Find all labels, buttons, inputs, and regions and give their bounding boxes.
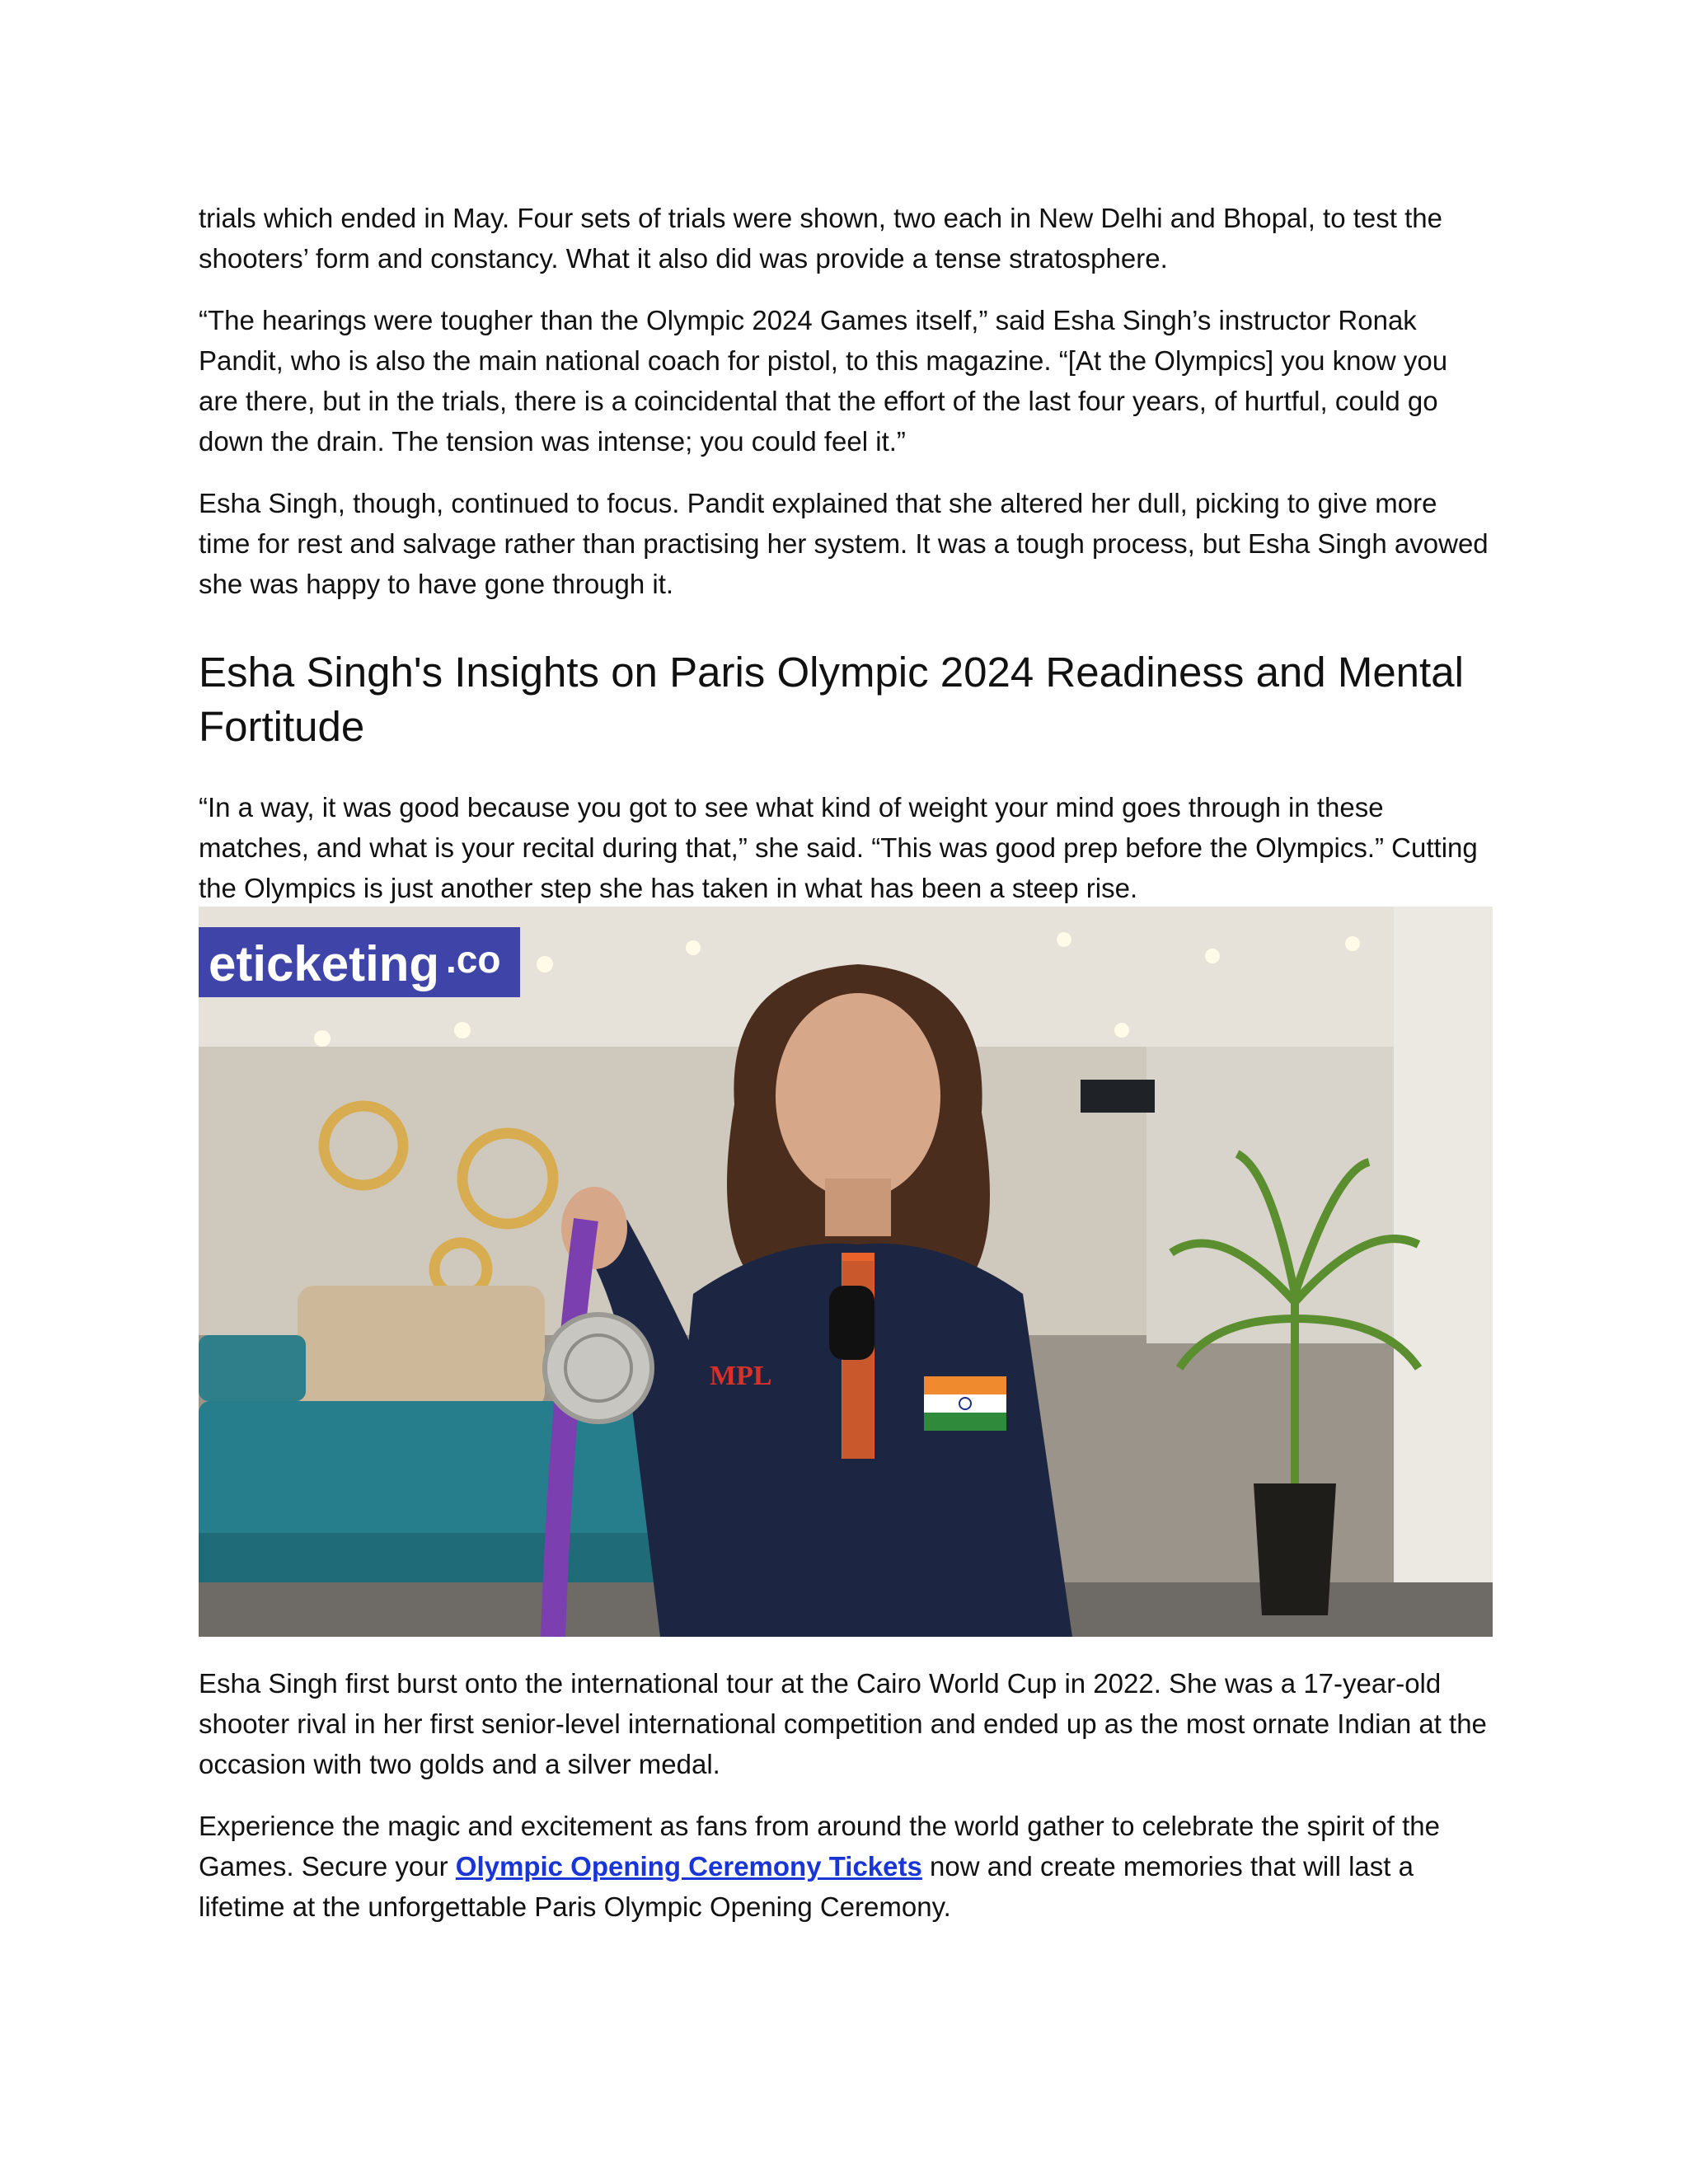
paragraph-cairo-world-cup: Esha Singh first burst onto the international tour at the Cairo World Cup in 2022. She was a 17-year-old shooter rival in her first senior-level international competition and ended up as the most ornate Indian at the occasion with two golds and a silver medal. (199, 1668, 1487, 1779)
lounge-sofa (298, 1286, 545, 1409)
promo-text-start: Experience the magic and excitement as fans from around the world gather to celebrate the spirit of the Games. Secure your (199, 1811, 1440, 1882)
opening-ceremony-tickets-link[interactable]: Olympic Opening Ceremony Tickets (455, 1851, 922, 1882)
eticketing-logo (199, 927, 520, 997)
person-face (776, 993, 940, 1199)
plant-pot (1254, 1483, 1336, 1615)
paragraph-focus: Esha Singh, though, continued to focus. Pandit explained that she altered her dull, picking to give more time for rest and salvage rather than practising her system. It was a tough process, but Esha Singh avowed she was happy to have gone through it. (199, 488, 1489, 599)
paragraph-coach-quote: “The hearings were tougher than the Olympic 2024 Games itself,” said Esha Singh’s instructor Ronak Pandit, who is also the main national coach for pistol, to this magazine. “[At the Olympics] you know you are there, but in the trials, there is a coincidental that the effort of the last four years, of hurtful, could go down the drain. The tension was intense; you could feel it.” (199, 305, 1448, 457)
photo-illustration (199, 907, 1493, 1637)
jacket-logo: MPL (710, 1361, 772, 1391)
paragraph-tickets-promo (199, 1806, 1493, 1927)
flag-patch (924, 1376, 1006, 1431)
article-body-bottom (199, 1663, 1493, 1927)
logo-suffix: .co (446, 938, 501, 981)
paragraph-trials: trials which ended in May. Four sets of trials were shown, two each in New Delhi and Bhopal, to test the shooters’ form and constancy. What it also did was provide a tense stratosphere. (199, 203, 1442, 274)
paragraph-insights-quote: “In a way, it was good because you got to see what kind of weight your mind goes through in these matches, and what is your recital during that,” she said. “This was good prep before the Olympics.” Cutting the Olympics is just another step she has taken in what has been a steep rise. (199, 792, 1478, 903)
article-body-top (199, 198, 1493, 908)
sunglasses (829, 1286, 874, 1360)
promo-text-end: now and create memories that will last a lifetime at the unforgettable Paris Olympic Opening Ceremony. (199, 1851, 1414, 1922)
logo-text: eticketing (209, 936, 440, 991)
silver-medal (545, 1315, 652, 1422)
airport-sign (1081, 1080, 1155, 1113)
article-photo (199, 907, 1493, 1637)
section-heading: Esha Singh's Insights on Paris Olympic 2024 Readiness and Mental Fortitude (199, 649, 1464, 750)
